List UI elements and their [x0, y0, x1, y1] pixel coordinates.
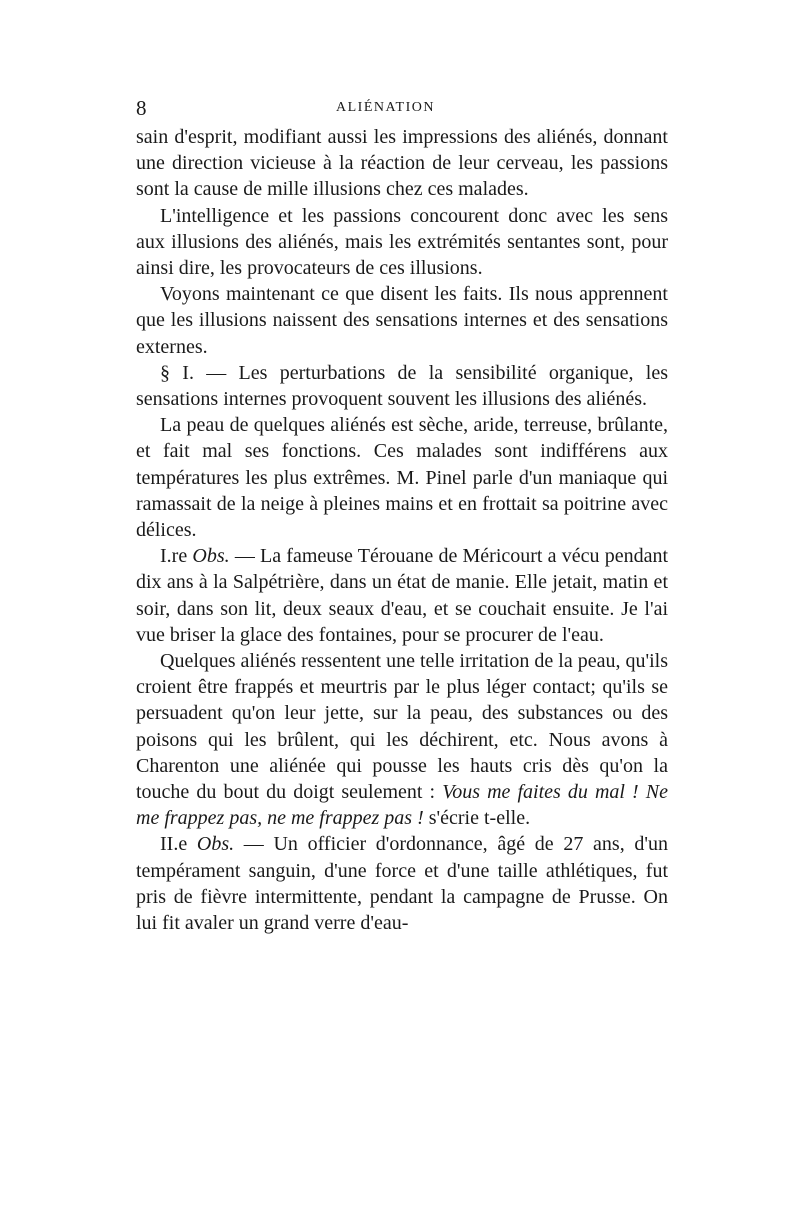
body-text [136, 124, 668, 936]
observation-number: II.e [160, 833, 188, 856]
section-heading: § I. — Les perturbations de la sensibilité organique, les sensations internes provoquent souvent les illusions des aliénés. [136, 361, 668, 411]
paragraph-text-end: s'écrie t-elle. [423, 807, 531, 830]
page-number: 8 [136, 96, 147, 120]
observation-text: — Un officier d'ordonnance, âgé de 27 ans, d'un tempérament sanguin, d'une force et d'une taille athlétiques, fut pris de fièvre intermittente, pendant la campagne de Prusse. On lui fit avaler un grand verre d'eau- [136, 833, 669, 935]
observation-label: Obs. [196, 833, 235, 856]
running-head: ALIÉNATION [336, 100, 435, 115]
paragraph-text: Quelques aliénés ressentent une telle irritation de la peau, qu'ils croient être frappés et meurtris par le plus léger contact; qu'ils se persuadent qu'on leur jette, sur la peau, des substances ou des poisons qui les brûlent, qui les déchirent, etc. Nous avons à Charenton une aliénée qui pousse les hauts cris dès qu'on la touche du bout du doigt seulement : [136, 650, 668, 804]
quoted-exclamation: Vous me faites du mal ! Ne me frappez pas, ne me frappez pas ! [136, 781, 669, 830]
paragraph: Voyons maintenant ce que disent les faits. Ils nous apprennent que les illusions naissent des sensations internes et des sensations externes. [136, 283, 668, 358]
page-header [136, 96, 668, 124]
paragraph: L'intelligence et les passions concourent donc avec les sens aux illusions des aliénés, mais les extrémités sentantes sont, pour ainsi dire, les provocateurs de ces illusions. [136, 204, 668, 280]
paragraph [136, 648, 668, 831]
paragraph: La peau de quelques aliénés est sèche, aride, terreuse, brûlante, et fait mal ses fonctions. Ces malades sont indifférens aux températures les plus extrêmes. M. Pinel parle d'un maniaque qui ramassait de la neige à pleines mains et en frottait sa poitrine avec délices. [136, 414, 668, 542]
observation-label: Obs. [192, 545, 230, 568]
observation-paragraph [136, 543, 668, 648]
observation-text: — La fameuse Térouane de Méricourt a vécu pendant dix ans à la Salpétrière, dans un état de manie. Elle jetait, matin et soir, dans son lit, deux seaux d'eau, et se couchait ensuite. Je l'ai vue briser la glace des fontaines, pour se procurer de l'eau. [136, 545, 669, 646]
observation-number: I.re [160, 545, 188, 568]
observation-paragraph [136, 831, 668, 936]
paragraph: sain d'esprit, modifiant aussi les impressions des aliénés, donnant une direction vicieuse à la réaction de leur cerveau, les passions sont la cause de mille illusions chez ces malades. [136, 126, 668, 201]
